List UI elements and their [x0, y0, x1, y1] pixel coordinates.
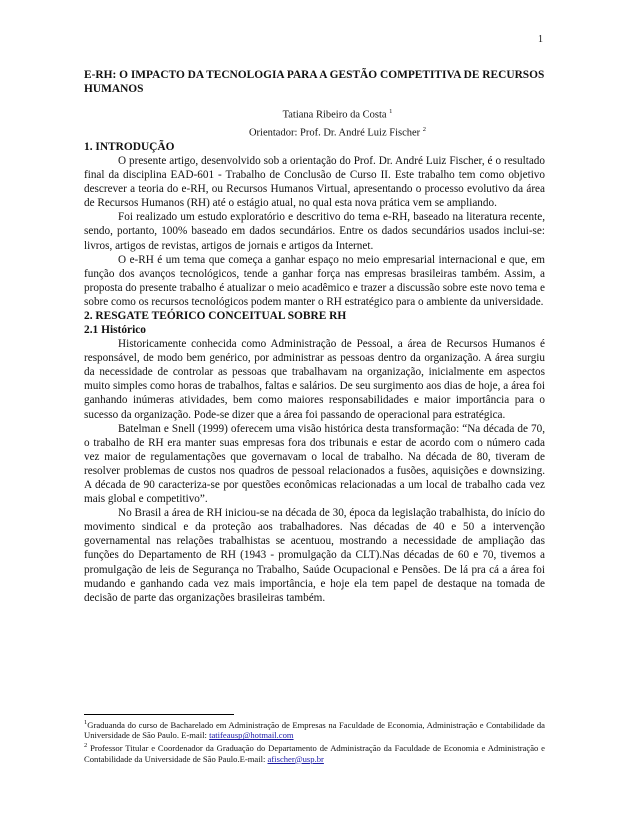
paragraph: Historicamente conhecida como Administração de Pessoal, a área de Recursos Humanos é responsável, de modo bem genérico, por administrar as pessoas dentro da organização. A área surgiu da necessidade de controlar as pessoas que trabalhavam na organização, inicialmente em aspectos muito simples como horas de trabalhos, faltas e salários. De seu surgimento aos dias de hoje, a área foi ganhando inúmeras atividades, bem como maiores responsabilidades e maior importância para o sucesso da organização. Pode-se dizer que a área foi passando de operacional para estratégica.	[84, 338, 545, 421]
footnote-marker: 2	[84, 742, 88, 750]
footnote-separator	[84, 714, 234, 715]
author-block	[130, 105, 545, 140]
paragraph: O e-RH é um tema que começa a ganhar espaço no meio empresarial internacional e que, em função dos avanços tecnológicos, tende a ganhar força nas empresas brasileiras também. Assim, a proposta do presente trabalho é atualizar o meio acadêmico e trazer a discussão sobre este novo tema e sobre como os recursos tecnológicos podem manter o RH estratégico para o ambiente da universidade.	[84, 253, 545, 308]
email-link[interactable]: tatifeausp@hotmail.com	[209, 730, 294, 741]
footnote-marker: 1	[84, 719, 88, 726]
subsection-heading-history: 2.1 Histórico	[84, 324, 147, 337]
page-number: 1	[538, 34, 543, 45]
section-heading-theory: 2. RESGATE TEÓRICO CONCEITUAL SOBRE RH	[84, 310, 347, 323]
paragraph: Batelman e Snell (1999) oferecem uma visão histórica desta transformação: “Na década de 70, o trabalho de RH era manter suas empresas fora dos tribunais e estar de acordo com o número cada vez maior de regulamentações que governavam o local de trabalho. Na década de 80, tiveram de resolver problemas de custos nos quadros de pessoal relacionados a fusões, aquisições e downsizing. A década de 90 caracteriza-se por questões econômicas relacionadas a um local de trabalho cada vez mais global e competitivo”.	[84, 422, 545, 506]
footnote-text: Graduanda do curso de Bacharelado em Administração de Empresas na Faculdade de Economia, Administração e Contabilidade da Universidade de São Paulo. E-mail:	[84, 719, 545, 741]
paragraph: O presente artigo, desenvolvido sob a orientação do Prof. Dr. André Luiz Fischer, é o resultado final da disciplina EAD-601 - Trabalho de Conclusão de Curso II. Este trabalho tem como objetivo descrever a teoria do e-RH, ou Recursos Humanos Virtual, apresentando o processo evolutivo da área de Recursos Humanos (RH) até o estágio atual, no qual esta nova prática vem se ampliando.	[84, 155, 545, 210]
paragraph: Foi realizado um estudo exploratório e descritivo do tema e-RH, baseado na literatura recente, sendo, portanto, 100% baseado em dados secundários. Entre os dados secundários usados inclui-se: livros, artigos de revistas, artigos de jornais e artigos da Internet.	[84, 211, 545, 252]
paper-title: E-RH: O IMPACTO DA TECNOLOGIA PARA A GESTÃO COMPETITIVA DE RECURSOS HUMANOS	[84, 69, 545, 95]
advisor-footnote-marker: 2	[422, 125, 427, 133]
page-content	[84, 68, 545, 605]
author-footnote-marker: 1	[389, 108, 393, 115]
footnote-1	[84, 718, 545, 741]
footnote-text: Professor Titular e Coordenador da Graduação do Departamento de Administração da Faculdade de Economia e Administração e Contabilidade da Universidade de São Paulo.E-mail:	[84, 742, 545, 764]
advisor-line	[130, 123, 545, 141]
footnotes	[84, 718, 545, 764]
footnote-2	[84, 741, 545, 764]
advisor-name: Orientador: Prof. Dr. André Luiz Fischer	[248, 127, 421, 138]
email-link[interactable]: afischer@usp.br	[267, 753, 324, 764]
section-heading-introduction: 1. INTRODUÇÃO	[84, 141, 175, 153]
author-name: Tatiana Ribeiro da Costa	[282, 109, 387, 121]
paragraph: No Brasil a área de RH iniciou-se na década de 30, época da legislação trabalhista, do início do movimento sindical e da proteção aos trabalhadores. Nas décadas de 40 e 50 a intervenção governamental nas relações trabalhistas se acentuou, mostrando a necessidade de ampliação das funções do Departamento de RH (1943 - promulgação da CLT).Nas décadas de 60 e 70, tivemos a promulgação de leis de Segurança no Trabalho, Saúde Ocupacional e Pensões. De lá pra cá a área foi mudando e ganhando cada vez mais importância, e hoje ela tem papel de destaque na tomada de decisão de parte das organizações brasileiras também.	[84, 507, 545, 604]
author-line	[130, 105, 545, 123]
